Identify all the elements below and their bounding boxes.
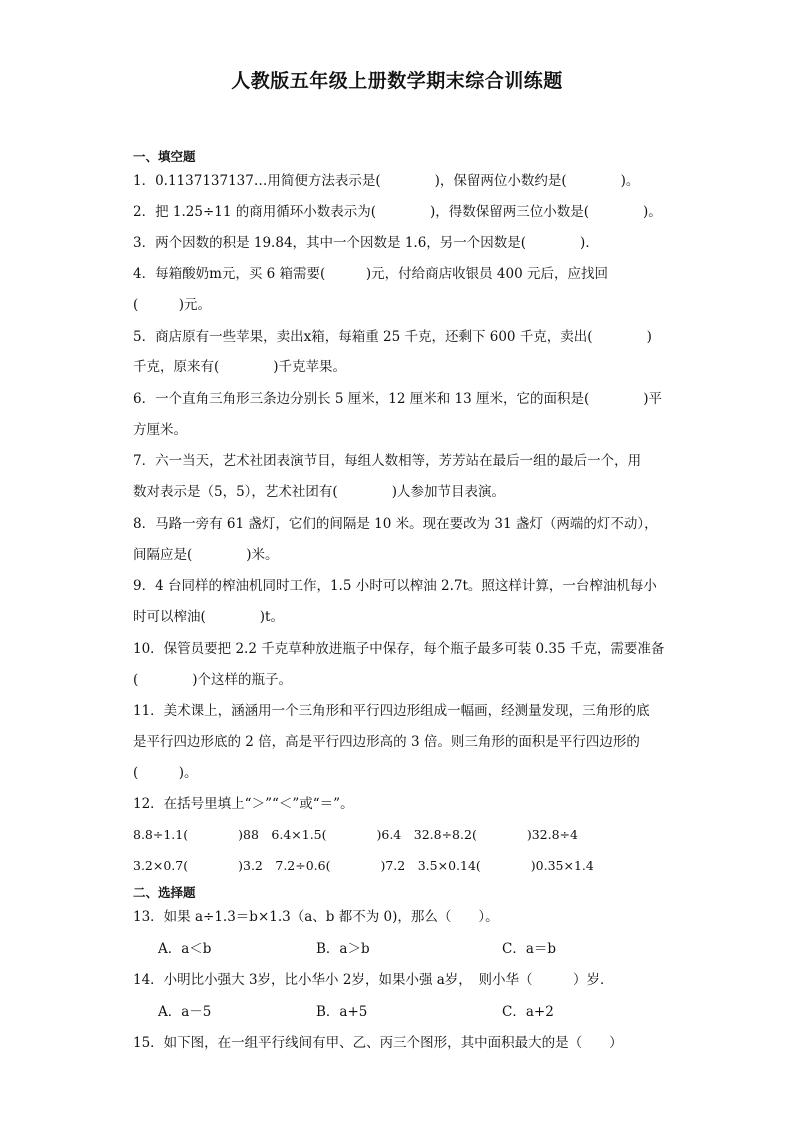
- question-line: ( )元。: [133, 297, 212, 313]
- options-row: [158, 940, 678, 958]
- question-line: 6．一个直角三角形三条边分别长 5 厘米，12 厘米和 13 厘米，它的面积是( )平: [133, 391, 663, 407]
- page-title: 人教版五年级上册数学期末综合训练题: [231, 70, 563, 92]
- compare-row: 3.2×0.7( )3.2 7.2÷0.6( )7.2 3.5×0.14( )0.35×1.4: [133, 858, 594, 873]
- question-line: 3．两个因数的积是 19.84，其中一个因数是 1.6，另一个因数是( )．: [133, 235, 599, 251]
- question-line: ( )。: [133, 765, 198, 781]
- option-a[interactable]: A．a＜b: [158, 941, 212, 957]
- question-line: 时可以榨油( )t。: [133, 609, 284, 625]
- question-line: 数对表示是（5，5），艺术社团有( )人参加节目表演。: [133, 484, 505, 500]
- options-row: [158, 1003, 678, 1021]
- option-b[interactable]: B．a+5: [316, 1004, 368, 1020]
- question-line: 9．4 台同样的榨油机同时工作，1.5 小时可以榨油 2.7t。照这样计算，一台榨油机每小: [133, 578, 657, 594]
- option-c[interactable]: C．a+2: [502, 1004, 554, 1020]
- question-line: ( )个这样的瓶子。: [133, 672, 293, 688]
- option-b[interactable]: B．a＞b: [316, 941, 370, 957]
- question-line: 方厘米。: [133, 422, 187, 438]
- question-line: 14．小明比小强大 3岁，比小华小 2岁，如果小强 a岁， 则小华（ ）岁．: [133, 972, 614, 988]
- question-line: 2．把 1.25÷11 的商用循环小数表示为( )，得数保留两三位小数是( )。: [133, 204, 662, 220]
- question-line: 13．如果 a÷1.3＝b×1.3（a、b 都不为 0)，那么（ ）。: [133, 909, 499, 925]
- question-line: 是平行四边形底的 2 倍，高是平行四边形高的 3 倍。则三角形的面积是平行四边形的: [133, 734, 640, 750]
- question-line: 1．0.1137137137…用简便方法表示是( )，保留两位小数约是( )。: [133, 173, 640, 189]
- question-line: 15．如下图，在一组平行线间有甲、乙、丙三个图形，其中面积最大的是（ ）: [133, 1035, 623, 1051]
- question-line: 间隔应是( )米。: [133, 547, 279, 563]
- question-line: 4．每箱酸奶m元，买 6 箱需要( )元，付给商店收银员 400 元后，应找回: [133, 266, 608, 282]
- compare-row: 8.8÷1.1( )88 6.4×1.5( )6.4 32.8÷8.2( )32.8÷4: [133, 827, 578, 842]
- option-a[interactable]: A．a－5: [158, 1004, 212, 1020]
- question-line: 千克，原来有( )千克苹果。: [133, 359, 347, 375]
- question-line: 7．六一当天，艺术社团表演节目，每组人数相等，芳芳站在最后一组的最后一个，用: [133, 453, 642, 469]
- question-line: 11．美术课上，涵涵用一个三角形和平行四边形组成一幅画，经测量发现，三角形的底: [133, 703, 650, 719]
- section-fill-blank: 一、填空题: [133, 149, 196, 164]
- question-line: 8．马路一旁有 61 盏灯，它们的间隔是 10 米。现在要改为 31 盏灯（两端的灯不动），: [133, 516, 658, 532]
- question-line: 5．商店原有一些苹果，卖出x箱，每箱重 25 千克，还剩下 600 千克，卖出( ): [133, 329, 652, 345]
- section-choice: 二、选择题: [133, 885, 196, 900]
- question-line: 10．保管员要把 2.2 千克草种放进瓶子中保存，每个瓶子最多可装 0.35 千克，需要准备: [133, 641, 665, 657]
- question-line: 12．在括号里填上“＞”“＜”或“＝”。: [133, 796, 354, 812]
- option-c[interactable]: C．a＝b: [502, 941, 557, 957]
